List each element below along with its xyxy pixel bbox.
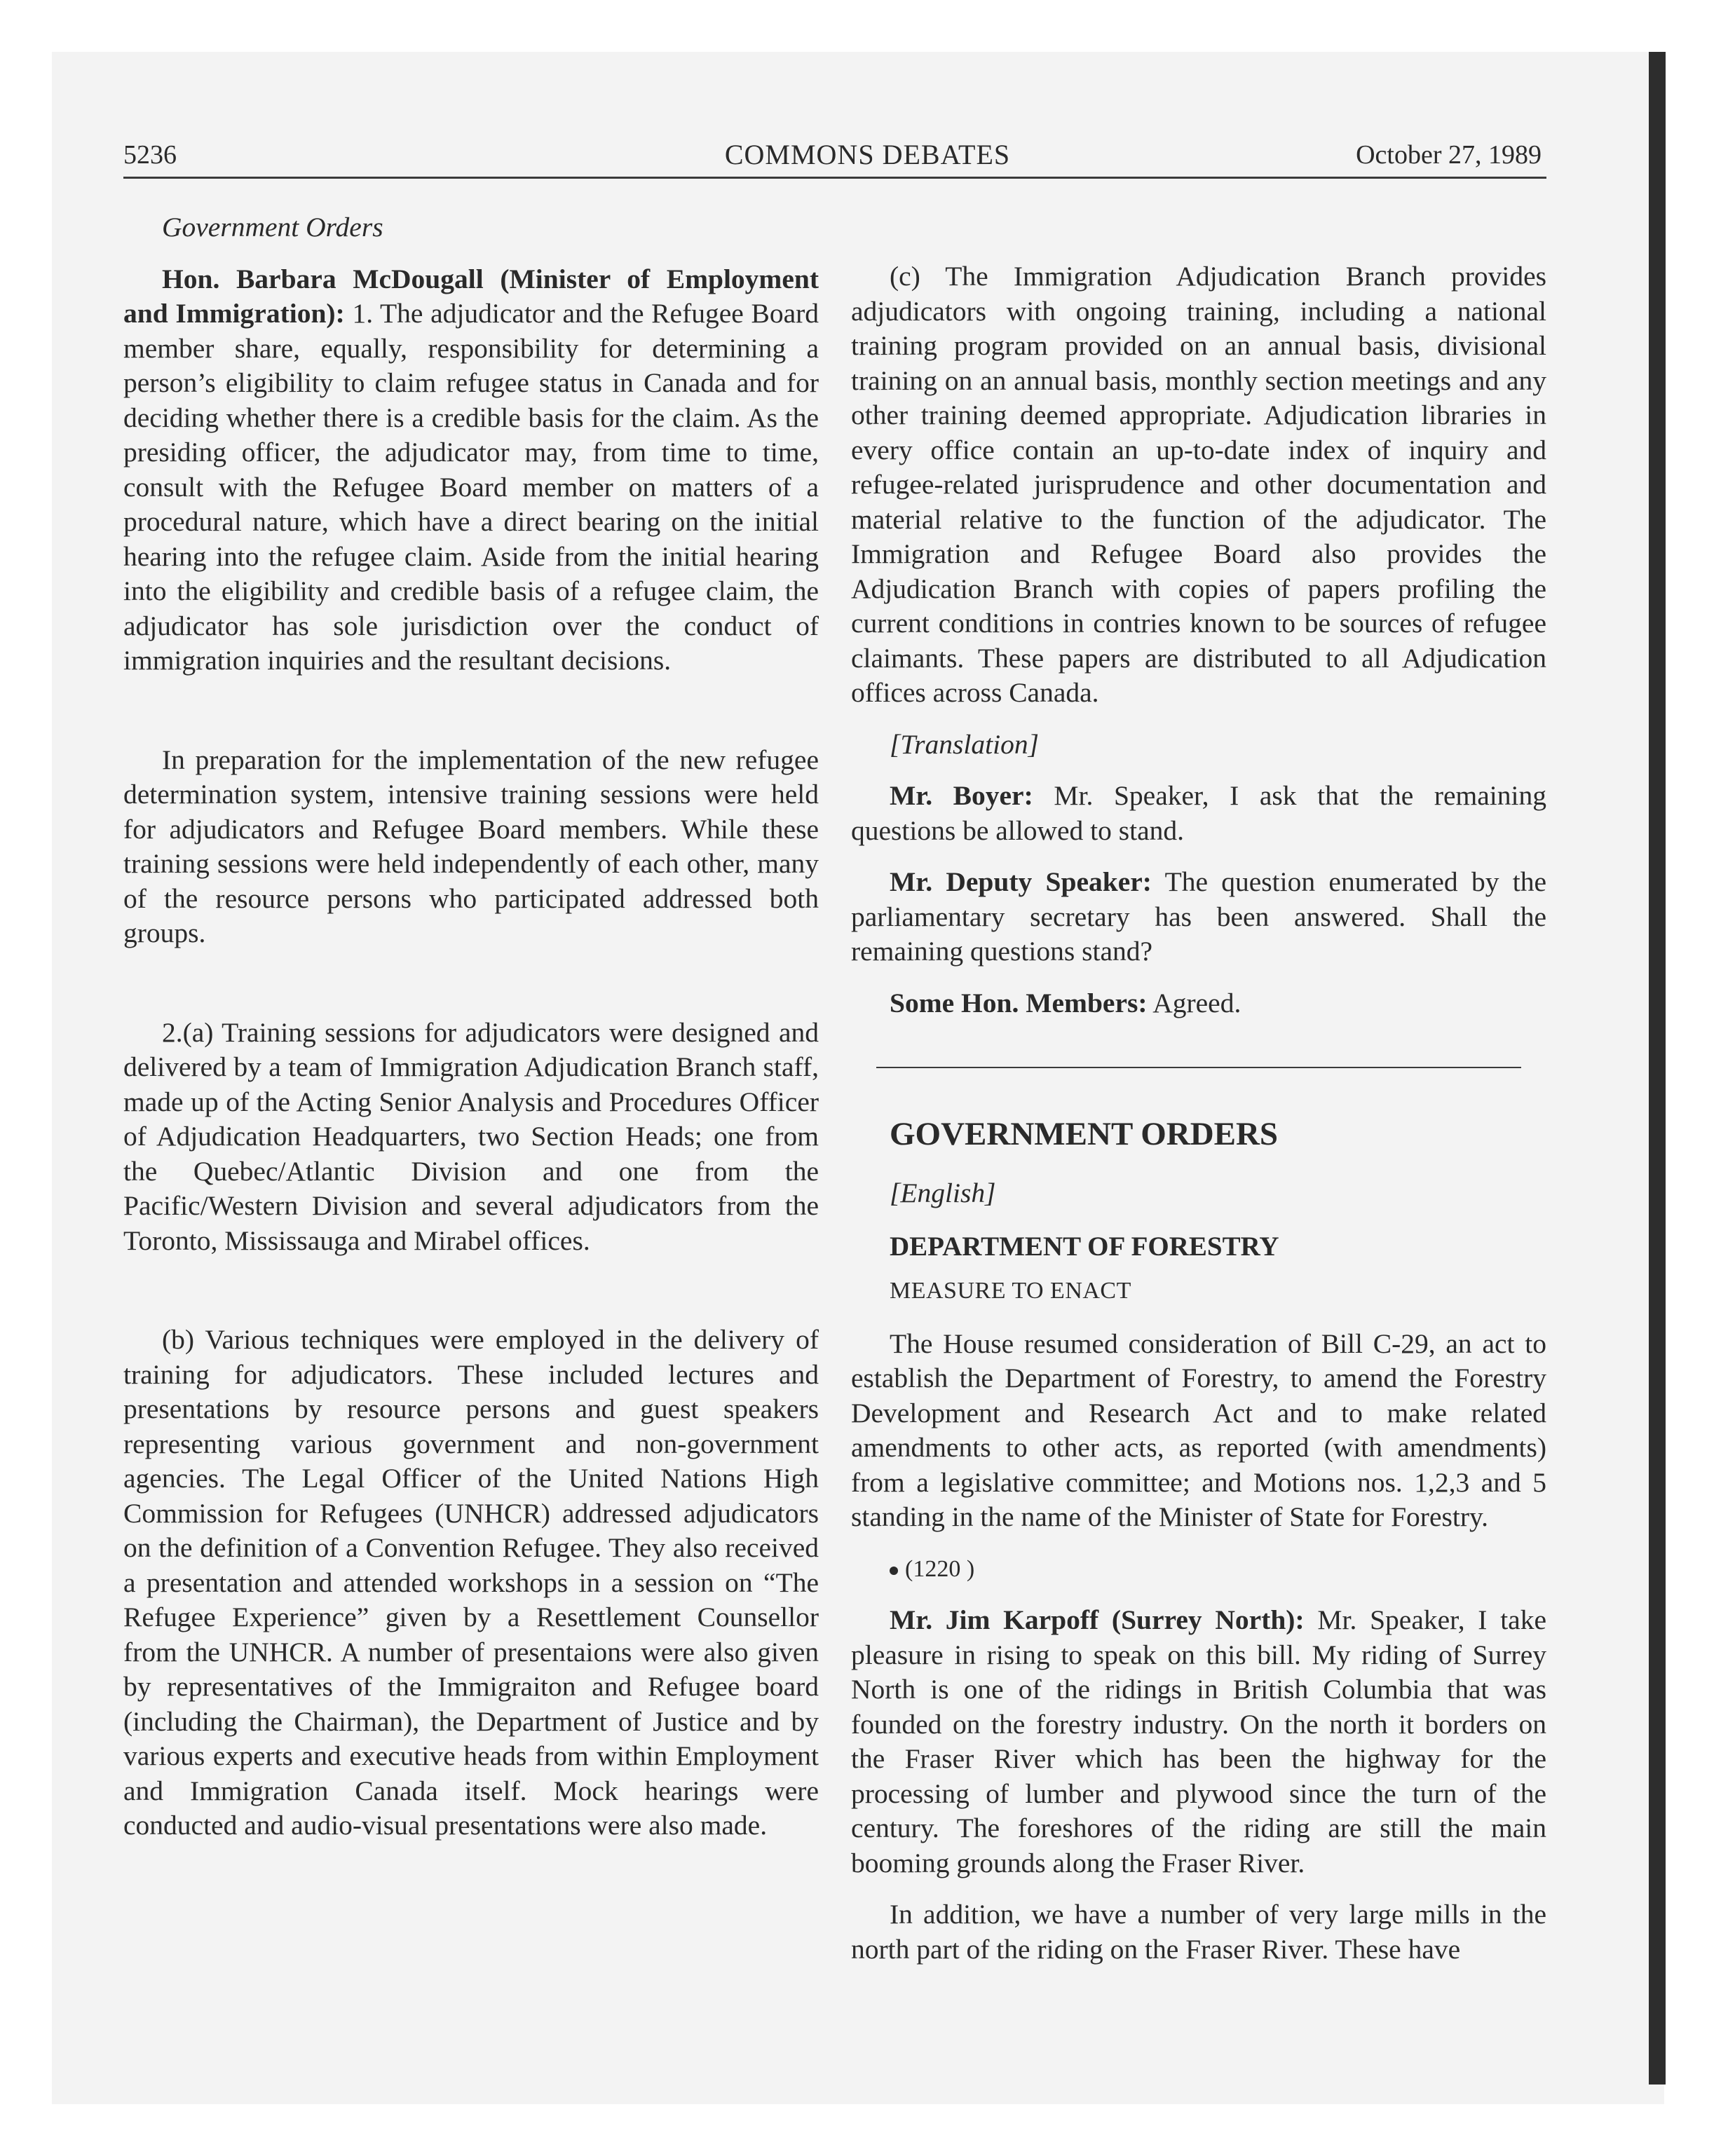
training-a-paragraph: 2.(a) Training sessions for adjudicators were designed and delivered by a team of Immigration Adjudication Branch staff, made up of the Acting Senior Analysis and Procedures Officer of Adjudication Headquarters, two Section Heads; one from the Quebec/Atlantic Division and one from the Pacific/Western Division and several adjudicators from the Toronto, Mississauga and Mirabel offices. <box>123 1016 819 1256</box>
members-paragraph <box>851 986 1546 1021</box>
translation-tag: [Translation] <box>890 728 1039 760</box>
page-number: 5236 <box>123 140 177 170</box>
preparation-paragraph: In preparation for the implementation of the new refugee determination system, intensive training sessions were held for adjudicators and Refugee Board members. While these training sessions were held independently of each other, many of the resource persons who participated addressed both groups. <box>123 744 819 948</box>
speaker-name: Mr. Deputy Speaker: <box>890 866 1152 897</box>
english-tag: [English] <box>890 1178 996 1208</box>
paragraph-text: The question enumerated by the parliamentary secretary has been answered. Shall the remaining questions stand? <box>851 866 1546 967</box>
measure-heading: MEASURE TO ENACT <box>890 1278 1131 1304</box>
speaker-name: Hon. Barbara McDougall (Minister of Employment and Immigration): <box>123 263 819 329</box>
house-resumed-paragraph: The House resumed consideration of Bill C-29, an act to establish the Department of Forestry, to amend the Forestry Development and Research Act and to make related amendments to other acts, as reported (with amendments) from a legislative committee; and Motions nos. 1,2,3 and 5 standing in the name of the Minister of State for Forestry. <box>851 1328 1546 1532</box>
running-head: Government Orders <box>162 212 383 243</box>
mcdougall-paragraph <box>123 262 819 678</box>
paragraph-text: Mr. Speaker, I ask that the remaining questions be allowed to stand. <box>851 780 1546 846</box>
bullet-icon <box>890 1567 898 1575</box>
publication-title: COMMONS DEBATES <box>724 139 1011 170</box>
department-heading: DEPARTMENT OF FORESTRY <box>890 1231 1279 1262</box>
deputy-speaker-paragraph <box>851 865 1546 969</box>
scan-edge-bar <box>1649 52 1666 2085</box>
mills-paragraph: In addition, we have a number of very large mills in the north part of the riding on the Fraser River. These have <box>851 1899 1546 1965</box>
section-heading: GOVERNMENT ORDERS <box>890 1116 1279 1152</box>
speaker-name: Mr. Jim Karpoff (Surrey North): <box>890 1604 1305 1635</box>
paragraph-text: Agreed. <box>1152 987 1241 1018</box>
paragraph-text: Mr. Speaker, I take pleasure in rising to speak on this bill. My riding of Surrey North is one of the ridings in British Columbia that was founded on the forestry industry. On the north it borders on the Fraser River which has been the highway for the processing of lumber and plywood since the turn of the century. The foreshores of the riding are still the main booming grounds along the Fraser River. <box>851 1604 1546 1878</box>
karpoff-paragraph <box>851 1603 1546 1881</box>
right-column <box>851 210 1546 1967</box>
speaker-name: Mr. Boyer: <box>890 780 1033 811</box>
publication-date: October 27, 1989 <box>1356 140 1542 170</box>
boyer-paragraph <box>851 779 1546 848</box>
training-b-paragraph: (b) Various techniques were employed in the delivery of training for adjudicators. These included lectures and presentations by resource persons and guest speakers representing various government and non-government agencies. The Legal Officer of the United Nations High Commission for Refugees (UNHCR) addressed adjudicators on the definition of a Convention Refugee. They also received a presentation and attended workshops in a session on “The Refugee Experience” given by a Resettlement Counsellor from the UNHCR. A number of presentaions were also given by representatives of the Immigraiton and Refugee board (including the Chairman), the Department of Justice and by various experts and executive heads from within Employment and Immigration Canada itself. Mock hearings were conducted and audio-visual presentations were also made. <box>123 1324 819 1841</box>
header-rule <box>123 177 1546 179</box>
training-c-paragraph: (c) The Immigration Adjudication Branch provides adjudicators with ongoing training, including a national training program provided on an annual basis, divisional training on an annual basis, monthly section meetings and any other training deemed appropriate. Adjudication libraries in every office contain an up-to-date index of inquiry and refugee-related jurisprudence and other documentation and material relative to the function of the adjudicator. The Immigration and Refugee Board also provides the Adjudication Branch with copies of papers profiling the current conditions in contries known to be sources of refugee claimants. These papers are distributed to all Adjudication offices across Canada. <box>851 261 1546 708</box>
speaker-name: Some Hon. Members: <box>890 987 1148 1018</box>
paragraph-text: 1. The adjudicator and the Refugee Board member share, equally, responsibility for determining a person’s eligibility to claim refugee status in Canada and for deciding whether there is a credible basis for the claim. As the presiding officer, the adjudicator may, from time to time, consult with the Refugee Board member on matters of a procedural nature, which have a direct bearing on the initial hearing into the refugee claim. Aside from the initial hearing into the eligibility and credible basis of a refugee claim, the adjudicator has sole jurisdiction over the conduct of immigration inquiries and the resultant decisions. <box>123 298 819 676</box>
left-column <box>123 210 819 1843</box>
timestamp: (1220 ) <box>851 1552 1546 1587</box>
